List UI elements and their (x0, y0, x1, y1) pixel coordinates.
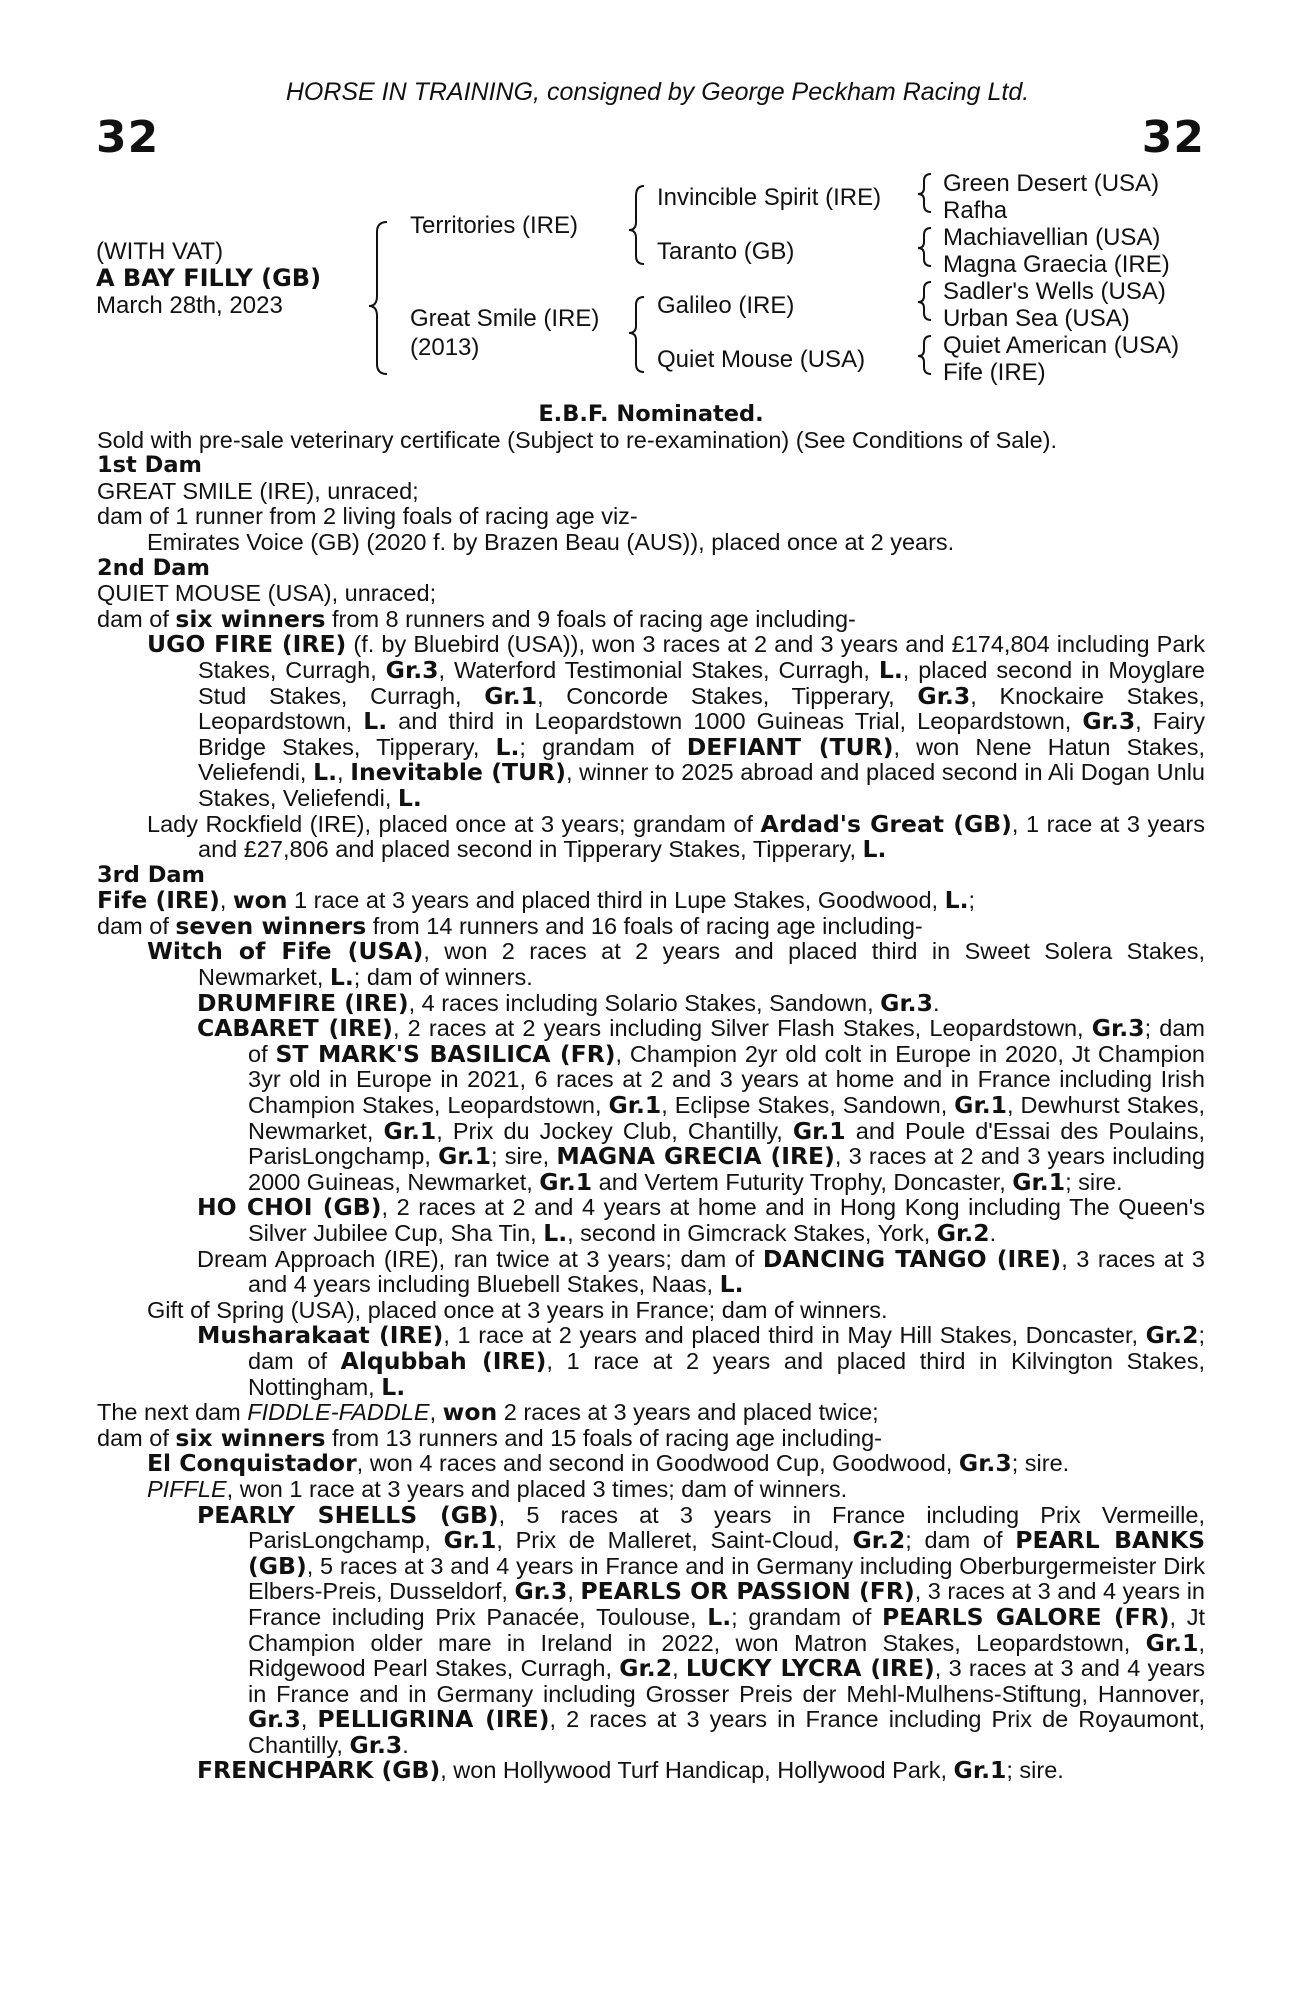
dam-year: (2013) (410, 334, 480, 361)
first-dam-heading: 1st Dam (97, 452, 202, 479)
text-run-bold: Gr.3 (385, 655, 439, 684)
entry-lady-rockfield (97, 809, 1205, 864)
text-run: ; dam of winners. (353, 964, 533, 991)
entry-pearly-shells (97, 1500, 1206, 1759)
lot-number-left: 32 (96, 112, 160, 163)
text-run: from 8 runners and 9 foals of racing age including- (325, 605, 856, 632)
text-run-bold: DEFIANT (TUR) (686, 732, 894, 761)
text-run: , Jt Champion older mare in Ireland in 2022, won Matron Stakes, Leopardstown, (248, 1603, 1205, 1656)
text-run-italic: PIFFLE (147, 1475, 227, 1502)
text-run-bold: Gr.1 (438, 1142, 491, 1171)
text-run-bold: Gr.1 (792, 1116, 846, 1145)
lot-number-right: 32 (1141, 112, 1205, 163)
text-run: ; dam of (248, 1322, 1205, 1374)
text-run-bold: L. (862, 835, 887, 864)
text-run-bold: Fife (IRE) (97, 886, 220, 915)
text-run-bold: L. (878, 655, 903, 684)
entry-dream-approach (97, 1244, 1205, 1299)
grandparent-4: Magna Graecia (IRE) (943, 251, 1170, 278)
text-run-bold: Ardad's Great (GB) (760, 809, 1012, 838)
text-run-bold: Inevitable (TUR) (350, 758, 566, 787)
entry-ho-choi (97, 1195, 1205, 1246)
text-run: Lady Rockfield (IRE), placed once at 3 years; grandam of (147, 810, 761, 837)
text-run-bold: Gr.3 (1091, 1014, 1145, 1043)
text-run: , Ridgewood Pearl Stakes, Curragh, (248, 1629, 1205, 1682)
grandparent-6: Urban Sea (USA) (943, 305, 1130, 332)
text-run: , 3 races at 3 and 4 years in France including Prix Panacée, Toulouse, (248, 1578, 1206, 1630)
text-run-bold: FRENCHPARK (GB) (197, 1756, 441, 1785)
sire-sire: Invincible Spirit (IRE) (657, 184, 882, 211)
text-run: , Prix de Malleret, Saint-Cloud, (496, 1527, 853, 1554)
catalogue-body (97, 401, 1206, 1785)
entry-gift-of-spring (97, 1298, 1205, 1324)
text-run-bold: ST MARK'S BASILICA (FR) (275, 1039, 616, 1068)
text-run: , 5 races at 3 years in France including Prix Vermeille, ParisLongchamp, (248, 1501, 1205, 1554)
text-run-bold: L. (719, 1270, 744, 1299)
text-run-bold: L. (363, 707, 388, 736)
text-run: (f. by Bluebird (USA)), won 3 races at 2 and 3 years and £174,804 including Park Stakes, Curragh, (198, 631, 1206, 683)
text-run: , Dewhurst Stakes, Newmarket, (248, 1092, 1206, 1144)
text-run: , (337, 759, 351, 786)
text-run-bold: CABARET (IRE) (197, 1014, 393, 1043)
text-run: , 5 races at 3 and 4 years in France and in Germany including Oberburgermeister Dirk Elbers-Preis, Dusseldorf, (248, 1552, 1205, 1605)
text-run-bold: L. (543, 1219, 568, 1247)
text-run-bold: Gr.1 (443, 1526, 497, 1555)
text-run: from 13 runners and 15 foals of racing age including- (325, 1424, 882, 1451)
dam: Great Smile (IRE) (410, 305, 600, 332)
next-dam-produce-line (97, 1423, 1205, 1452)
text-run-bold: L. (313, 758, 338, 787)
text-run: , 1 race at 3 years and £27,806 and placed second in Tipperary Stakes, Tipperary, (198, 810, 1205, 863)
grandparent-2: Rafha (943, 197, 1008, 224)
text-run: , won 4 races and second in Goodwood Cup, Goodwood, (356, 1450, 959, 1477)
text-run: ; sire. (1011, 1450, 1070, 1477)
entry-drumfire (97, 988, 1205, 1017)
text-run: and third in Leopardstown 1000 Guineas Trial, Leopardstown, (387, 708, 1083, 735)
text-run-bold: Gr.1 (539, 1167, 593, 1196)
vet-certificate-note: Sold with pre-sale veterinary certificate (Subject to re-examination) (See Conditions of Sale). (97, 426, 1058, 453)
sire-dam: Taranto (GB) (657, 238, 795, 265)
grandparent-1: Green Desert (USA) (943, 170, 1160, 197)
entry-musharakaat (97, 1323, 1205, 1400)
dam-dam: Quiet Mouse (USA) (657, 346, 866, 373)
grandparent-8: Fife (IRE) (943, 359, 1046, 386)
text-run-bold: Gr.2 (619, 1654, 673, 1683)
text-run: ; dam of (905, 1527, 1016, 1554)
text-run-bold: L. (944, 886, 969, 915)
text-run: and Poule d'Essai des Poulains, ParisLongchamp, (248, 1117, 1205, 1170)
text-run: 1 race at 3 years and placed third in Lupe Stakes, Goodwood, (287, 887, 945, 914)
second-dam-line-2 (97, 604, 1205, 633)
text-run-bold: Gr.2 (936, 1219, 990, 1247)
text-run: , Waterford Testimonial Stakes, Curragh, (438, 656, 879, 683)
text-run-bold: PEARLS OR PASSION (FR) (580, 1577, 915, 1606)
text-run-bold: Gr.3 (958, 1449, 1012, 1478)
text-run-bold: Gr.1 (953, 1756, 1007, 1785)
grandparent-5: Sadler's Wells (USA) (943, 278, 1166, 305)
first-dam-line-1: GREAT SMILE (IRE), unraced; (97, 477, 419, 504)
text-run: . (402, 1731, 409, 1758)
text-run: ; sire, (490, 1143, 557, 1170)
first-dam-produce: Emirates Voice (GB) (2020 f. by Brazen Beau (AUS)), placed once at 2 years. (147, 528, 955, 555)
text-run: from 14 runners and 16 foals of racing age including- (366, 912, 923, 939)
second-dam-line-1: QUIET MOUSE (USA), unraced; (97, 580, 437, 607)
text-run-bold: Gr.3 (880, 988, 933, 1017)
text-run: , Champion 2yr old colt in Europe in 2020, Jt Champion 3yr old in Europe in 2021, 6 races at 2 and 3 years at home and in France including Irish Champion Stakes, Leopardstown, (248, 1040, 1205, 1119)
sire: Territories (IRE) (410, 212, 579, 239)
text-run-bold: MAGNA GRECIA (IRE) (556, 1142, 835, 1171)
entry-el-conquistador (97, 1451, 1205, 1477)
text-run-bold: HO CHOI (GB) (197, 1193, 382, 1222)
text-run-bold: L. (397, 783, 422, 812)
text-run-bold: L. (329, 963, 354, 992)
text-run-bold: PELLIGRINA (IRE) (317, 1705, 550, 1734)
text-run: , 4 races including Solario Stakes, Sandown, (408, 989, 881, 1016)
text-run: , won Nene Hatun Stakes, Veliefendi, (198, 733, 1205, 786)
text-run: , (429, 1399, 443, 1426)
text-run-bold: DANCING TANGO (IRE) (762, 1244, 1062, 1273)
text-run-bold: six winners (175, 604, 326, 633)
text-run-bold: L. (707, 1602, 732, 1631)
text-run: Gift of Spring (USA), placed once at 3 years in France; dam of winners. (147, 1296, 888, 1323)
text-run-bold: Witch of Fife (USA) (147, 937, 424, 966)
text-run-bold: won (442, 1398, 498, 1427)
text-run-bold: Gr.2 (1145, 1321, 1199, 1350)
text-run: dam of (97, 912, 176, 939)
text-run-bold: Gr.3 (248, 1705, 301, 1734)
text-run: ; sire. (1065, 1168, 1123, 1195)
text-run-bold: Gr.1 (484, 681, 538, 710)
text-run-bold: Gr.1 (383, 1116, 437, 1145)
entry-frenchpark (97, 1758, 1205, 1784)
text-run: , 1 race at 2 years and placed third in May Hill Stakes, Doncaster, (443, 1322, 1146, 1349)
text-run-bold: Gr.3 (917, 681, 971, 710)
grandparent-7: Quiet American (USA) (943, 332, 1180, 359)
text-run: , Knockaire Stakes, Leopardstown, (198, 682, 1206, 735)
text-run: , Prix du Jockey Club, Chantilly, (436, 1117, 793, 1144)
second-dam-heading: 2nd Dam (97, 554, 210, 581)
text-run-bold: PEARL BANKS (GB) (248, 1526, 1206, 1580)
horse-name: A BAY FILLY (GB) (96, 264, 322, 292)
grandparent-3: Machiavellian (USA) (943, 224, 1161, 251)
text-run-bold: L. (381, 1372, 406, 1401)
horse-dob: March 28th, 2023 (96, 292, 283, 319)
text-run: , 2 races at 3 years in France including Prix de Royaumont, Chantilly, (248, 1706, 1205, 1758)
text-run-bold: Musharakaat (IRE) (197, 1321, 444, 1350)
text-run: ; grandam of (519, 733, 687, 760)
text-run: , (567, 1578, 581, 1605)
entry-fife (97, 888, 1205, 914)
text-run: , 3 races at 3 and 4 years including Bluebell Stakes, Naas, (248, 1245, 1205, 1298)
text-run: , (672, 1655, 686, 1682)
text-run: , won 1 race at 3 years and placed 3 times; dam of winners. (226, 1475, 848, 1502)
text-run: ; sire. (1006, 1757, 1064, 1784)
text-run-bold: Gr.1 (1145, 1628, 1199, 1657)
text-run-bold: Gr.1 (608, 1091, 662, 1120)
text-run: , won Hollywood Turf Handicap, Hollywood Park, (440, 1757, 954, 1784)
text-run-bold: DRUMFIRE (IRE) (197, 988, 409, 1017)
text-run: , Fairy Bridge Stakes, Tipperary, (198, 708, 1205, 760)
text-run-bold: Alqubbah (IRE) (340, 1346, 547, 1375)
ebf-nominated: E.B.F. Nominated. (538, 401, 764, 427)
text-run: and Vertem Futurity Trophy, Doncaster, (592, 1168, 1013, 1195)
text-run: . (989, 1220, 997, 1246)
text-run: , 2 races at 2 years including Silver Flash Stakes, Leopardstown, (392, 1015, 1092, 1042)
text-run-bold: Gr.2 (852, 1526, 906, 1555)
text-run-bold: Gr.3 (514, 1577, 568, 1606)
text-run: , second in Gimcrack Stakes, York, (567, 1220, 937, 1246)
entry-ugo-fire (97, 632, 1205, 811)
text-run: , (219, 887, 233, 914)
text-run: ; (968, 887, 976, 914)
text-run: dam of (97, 605, 176, 632)
text-run-bold: LUCKY LYCRA (IRE) (685, 1654, 935, 1683)
text-run-bold: PEARLY SHELLS (GB) (197, 1500, 499, 1529)
text-run: , 3 races at 3 and 4 years in France and in Germany including Grosser Preis der Mehl-Mulhens-Stiftung, Hannover, (248, 1655, 1206, 1707)
text-run: , 2 races at 2 and 4 years at home and in Hong Kong including The Queen's Silver Jubilee Cup, Sha Tin, (248, 1194, 1205, 1246)
third-dam-heading: 3rd Dam (97, 861, 205, 888)
text-run-bold: Gr.3 (1082, 707, 1136, 736)
text-run-bold: El Conquistador (147, 1449, 357, 1478)
text-run-bold: Gr.1 (954, 1091, 1007, 1120)
text-run-bold: seven winners (175, 911, 367, 940)
text-run: , Concorde Stakes, Tipperary, (537, 682, 918, 709)
text-run: Dream Approach (IRE), ran twice at 3 years; dam of (197, 1245, 763, 1272)
text-run: ; dam of (248, 1015, 1205, 1067)
text-run-bold: L. (495, 732, 520, 761)
text-run: dam of (97, 1424, 176, 1451)
entry-cabaret (97, 1016, 1205, 1195)
text-run: , (300, 1706, 318, 1733)
text-run: The next dam (97, 1399, 248, 1426)
text-run: , 1 race at 2 years and placed third in Kilvington Stakes, Nottingham, (248, 1347, 1205, 1400)
text-run-bold: six winners (175, 1423, 326, 1452)
text-run-bold: won (232, 886, 288, 915)
dam-sire: Galileo (IRE) (657, 292, 795, 319)
vat-label: (WITH VAT) (96, 238, 224, 265)
text-run-italic: FIDDLE-FADDLE (247, 1399, 430, 1426)
entry-piffle (97, 1477, 1205, 1503)
third-dam-produce-line (97, 911, 1205, 940)
text-run: , won 2 races at 2 years and placed third in Sweet Solera Stakes, Newmarket, (198, 938, 1205, 991)
page-header: HORSE IN TRAINING, consigned by George Peckham Racing Ltd. (285, 78, 1030, 106)
next-dam-line (97, 1400, 1205, 1426)
text-run-bold: Gr.1 (1012, 1167, 1066, 1196)
text-run: ; grandam of (731, 1603, 883, 1630)
text-run: 2 races at 3 years and placed twice; (497, 1399, 879, 1426)
text-run: , Eclipse Stakes, Sandown, (661, 1092, 955, 1119)
entry-witch-of-fife (97, 939, 1205, 990)
text-run-bold: PEARLS GALORE (FR) (882, 1602, 1170, 1631)
text-run-bold: Gr.3 (349, 1730, 403, 1759)
text-run: , placed second in Moyglare Stud Stakes, Curragh, (198, 656, 1205, 709)
text-run-bold: UGO FIRE (IRE) (147, 630, 347, 659)
text-run: , 3 races at 2 and 3 years including 2000 Guineas, Newmarket, (248, 1143, 1205, 1195)
text-run: , winner to 2025 abroad and placed second in Ali Dogan Unlu Stakes, Veliefendi, (198, 759, 1205, 811)
first-dam-line-2: dam of 1 runner from 2 living foals of racing age viz- (97, 503, 638, 530)
text-run: . (932, 989, 940, 1016)
